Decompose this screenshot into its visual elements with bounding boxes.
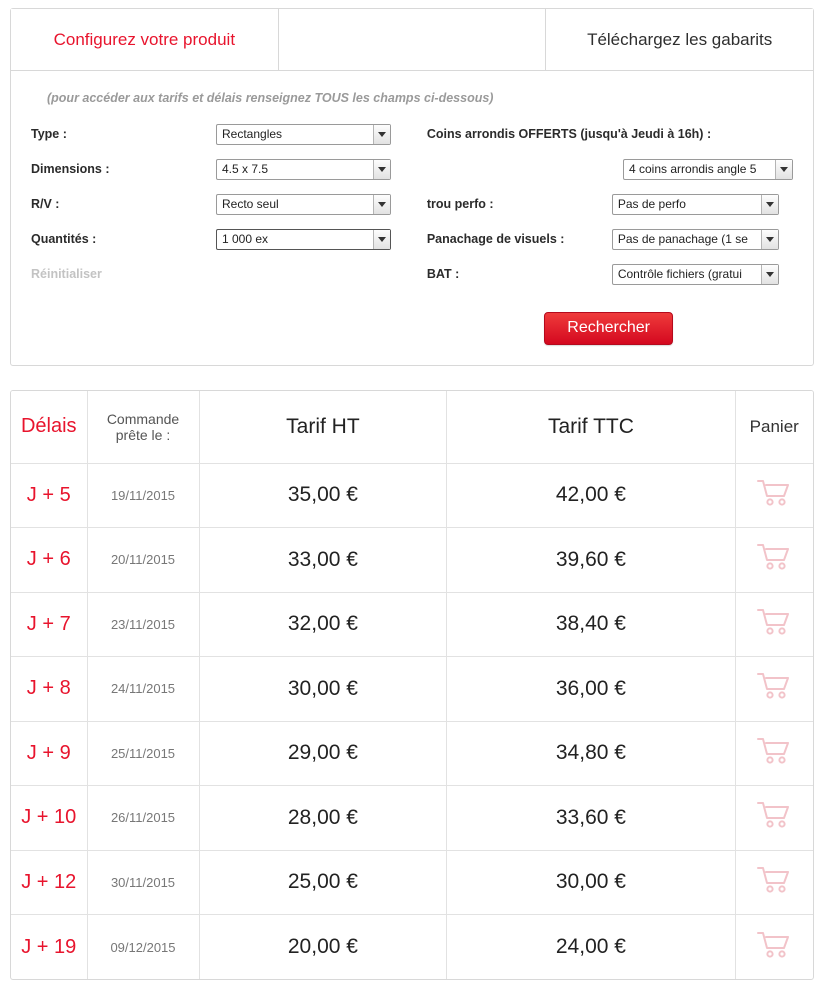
header-tarif-ttc: Tarif TTC [447, 391, 735, 463]
header-panier: Panier [735, 391, 813, 463]
field-panachage-label: Panachage de visuels : [426, 232, 565, 246]
field-rv-label: R/V : [31, 197, 60, 211]
coins-arrondis-select[interactable] [623, 159, 793, 180]
field-rv [31, 193, 427, 215]
field-quantites [31, 228, 427, 250]
header-tarif-ht: Tarif HT [199, 391, 447, 463]
field-dimensions [31, 158, 427, 180]
cart-icon-svg [757, 479, 791, 507]
field-bat-select-wrap[interactable] [612, 264, 779, 285]
cell-tarif-ttc: 42,00 € [447, 463, 735, 528]
results-table [11, 391, 813, 979]
tab-configure[interactable] [11, 9, 278, 70]
cell-date: 24/11/2015 [87, 657, 199, 722]
cell-tarif-ttc: 39,60 € [447, 528, 735, 593]
cell-cart[interactable] [735, 915, 813, 980]
table-row [11, 721, 813, 786]
tab-configure-label: Configurez votre produit [53, 29, 236, 49]
field-coins-arrondis [427, 158, 793, 180]
field-type [31, 123, 427, 145]
table-row [11, 657, 813, 722]
field-coins-arrondis-label: Coins arrondis OFFERTS (jusqu'à Jeudi à 16h) : [426, 127, 712, 141]
configurator-body [11, 71, 813, 365]
header-commande-line2: prête le : [115, 426, 171, 443]
field-type-label: Type : [31, 127, 67, 141]
table-row [11, 850, 813, 915]
results-table-container [10, 390, 814, 980]
cell-date: 30/11/2015 [87, 850, 199, 915]
cell-tarif-ht: 20,00 € [199, 915, 447, 980]
rv-select[interactable] [216, 194, 391, 215]
cell-tarif-ht: 25,00 € [199, 850, 447, 915]
field-panachage-select-wrap[interactable] [612, 229, 779, 250]
field-panachage [427, 228, 793, 250]
tab-templates[interactable] [546, 9, 813, 70]
cell-delai: J + 9 [11, 721, 87, 786]
cell-date: 25/11/2015 [87, 721, 199, 786]
cell-delai: J + 19 [11, 915, 87, 980]
cell-tarif-ttc: 36,00 € [447, 657, 735, 722]
cell-date: 19/11/2015 [87, 463, 199, 528]
cart-icon-svg [757, 737, 791, 765]
field-dimensions-label: Dimensions : [31, 162, 110, 176]
cart-icon-svg [757, 931, 791, 959]
cell-delai: J + 7 [11, 592, 87, 657]
cell-date: 09/12/2015 [87, 915, 199, 980]
search-area [31, 312, 793, 345]
results-header [11, 391, 813, 463]
cart-icon-svg [757, 608, 791, 636]
field-trou-perfo-select-wrap[interactable] [612, 194, 779, 215]
cell-tarif-ttc: 33,60 € [447, 786, 735, 851]
cell-delai: J + 12 [11, 850, 87, 915]
header-delais: Délais [11, 391, 87, 463]
cell-delai: J + 10 [11, 786, 87, 851]
search-button[interactable]: Rechercher [544, 312, 673, 345]
cell-tarif-ttc: 38,40 € [447, 592, 735, 657]
quantites-select[interactable] [216, 229, 391, 250]
cell-cart[interactable] [735, 463, 813, 528]
cell-cart[interactable] [735, 657, 813, 722]
cell-tarif-ht: 30,00 € [199, 657, 447, 722]
field-bat [427, 263, 793, 285]
table-row [11, 915, 813, 980]
table-row [11, 592, 813, 657]
header-commande-line1: Commande [106, 410, 180, 427]
header-commande [87, 391, 199, 463]
reset-row [31, 263, 427, 285]
field-trou-perfo-label: trou perfo : [426, 197, 494, 211]
table-row [11, 528, 813, 593]
bat-select[interactable] [612, 264, 779, 285]
tab-middle[interactable] [278, 9, 547, 70]
trou-perfo-select[interactable] [612, 194, 779, 215]
field-rv-select-wrap[interactable] [216, 194, 391, 215]
table-row [11, 786, 813, 851]
cell-date: 26/11/2015 [87, 786, 199, 851]
tab-templates-label: Téléchargez les gabarits [587, 29, 773, 49]
results-body [11, 463, 813, 979]
reset-link[interactable]: Réinitialiser [31, 267, 102, 281]
cell-cart[interactable] [735, 786, 813, 851]
field-quantites-select-wrap[interactable] [216, 229, 391, 250]
field-trou-perfo [427, 193, 793, 215]
cell-date: 20/11/2015 [87, 528, 199, 593]
cell-tarif-ttc: 30,00 € [447, 850, 735, 915]
cell-date: 23/11/2015 [87, 592, 199, 657]
field-coins-arrondis-select-wrap[interactable] [623, 159, 793, 180]
cell-tarif-ht: 29,00 € [199, 721, 447, 786]
form-column-left [31, 123, 427, 298]
configurator-panel [10, 8, 814, 366]
cell-cart[interactable] [735, 850, 813, 915]
cell-tarif-ttc: 24,00 € [447, 915, 735, 980]
cell-delai: J + 6 [11, 528, 87, 593]
table-row [11, 463, 813, 528]
cell-cart[interactable] [735, 528, 813, 593]
cell-tarif-ht: 33,00 € [199, 528, 447, 593]
cell-tarif-ht: 28,00 € [199, 786, 447, 851]
form-columns [31, 123, 793, 298]
tab-bar [11, 9, 813, 71]
cell-cart[interactable] [735, 721, 813, 786]
field-bat-label: BAT : [426, 267, 460, 281]
form-hint: (pour accéder aux tarifs et délais renseignez TOUS les champs ci-dessous) [47, 91, 494, 105]
type-select[interactable] [216, 124, 391, 145]
cart-icon-svg [757, 801, 791, 829]
table-header-row [11, 391, 813, 463]
panachage-select[interactable] [612, 229, 779, 250]
cell-tarif-ttc: 34,80 € [447, 721, 735, 786]
field-quantites-label: Quantités : [31, 232, 97, 246]
cell-delai: J + 8 [11, 657, 87, 722]
field-coins-arrondis-label-row [427, 123, 793, 145]
cart-icon-svg [757, 543, 791, 571]
cell-tarif-ht: 32,00 € [199, 592, 447, 657]
form-column-right [427, 123, 793, 298]
cell-tarif-ht: 35,00 € [199, 463, 447, 528]
cart-icon-svg [757, 672, 791, 700]
cell-cart[interactable] [735, 592, 813, 657]
field-type-select-wrap[interactable] [216, 124, 391, 145]
dimensions-select[interactable] [216, 159, 391, 180]
cart-icon-svg [757, 866, 791, 894]
field-dimensions-select-wrap[interactable] [216, 159, 391, 180]
cell-delai: J + 5 [11, 463, 87, 528]
